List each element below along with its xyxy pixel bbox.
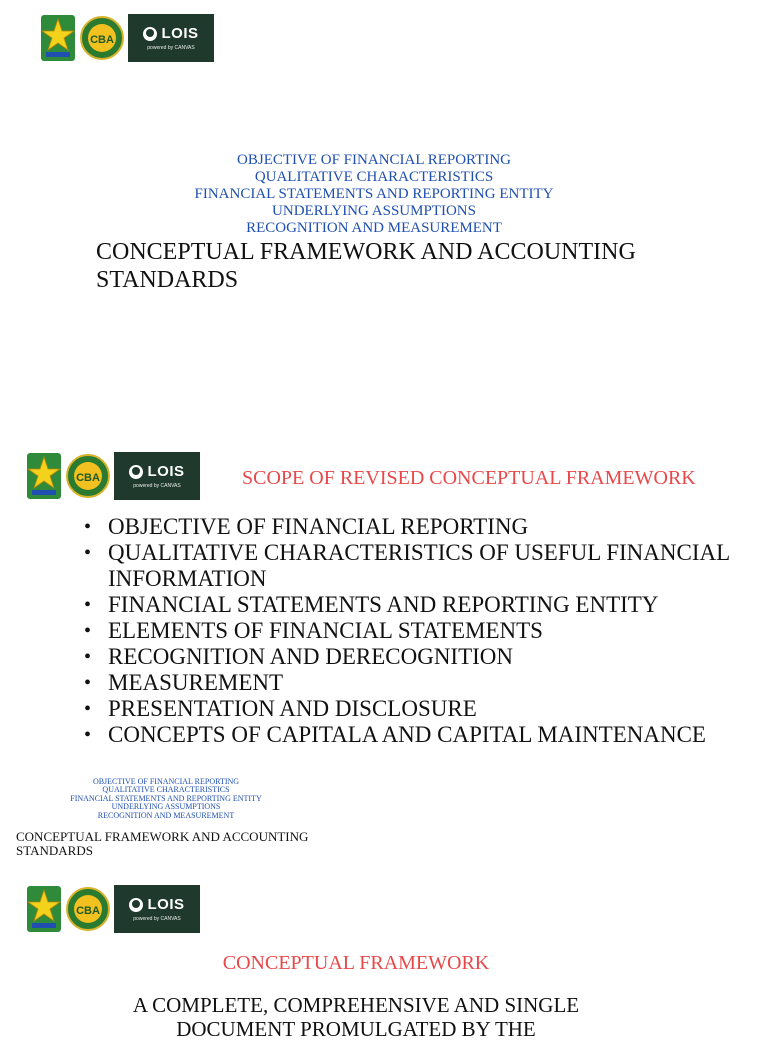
lois-tagline: powered by CANVAS xyxy=(133,916,181,922)
title-line: STANDARDS xyxy=(16,843,93,858)
list-item: • ELEMENTS OF FINANCIAL STATEMENTS xyxy=(84,618,734,644)
lois-logo xyxy=(128,14,214,62)
person-avatar-icon xyxy=(143,27,157,41)
svg-text:CBA: CBA xyxy=(76,472,100,484)
topic-item: QUALITATIVE CHARACTERISTICS xyxy=(254,168,494,185)
title-line: CONCEPTUAL FRAMEWORK AND ACCOUNTING xyxy=(16,829,309,844)
lois-wordmark: LOIS xyxy=(147,463,185,480)
lois-tagline: powered by CANVAS xyxy=(147,45,195,51)
body-text xyxy=(0,993,712,1041)
section-title: SCOPE OF REVISED CONCEPTUAL FRAMEWORK xyxy=(242,467,696,489)
body-line: A COMPLETE, COMPREHENSIVE AND SINGLE xyxy=(132,993,580,1017)
person-avatar-icon xyxy=(129,898,143,912)
bullet-list xyxy=(84,514,734,748)
svg-text:CBA: CBA xyxy=(76,905,100,917)
thumbnail-title xyxy=(16,830,308,858)
person-avatar-icon xyxy=(129,465,143,479)
topic-item: FINANCIAL STATEMENTS AND REPORTING ENTITY xyxy=(194,185,554,202)
topic-item: UNDERLYING ASSUMPTIONS xyxy=(272,202,476,219)
star-seal-logo xyxy=(26,452,62,500)
lois-wordmark: LOIS xyxy=(161,25,199,42)
cba-seal-logo xyxy=(66,887,110,931)
cba-seal-logo xyxy=(66,454,110,498)
star-seal-logo xyxy=(26,885,62,933)
topic-item: RECOGNITION AND MEASUREMENT xyxy=(97,810,235,820)
topic-item: FINANCIAL STATEMENTS AND REPORTING ENTITY xyxy=(70,793,262,803)
list-item: • OBJECTIVE OF FINANCIAL REPORTING xyxy=(84,514,734,540)
cba-seal-logo xyxy=(80,16,124,60)
lois-tagline: powered by CANVAS xyxy=(133,483,181,489)
page-title xyxy=(96,238,636,294)
title-line: STANDARDS xyxy=(96,267,239,293)
logo-bar-2 xyxy=(26,452,200,500)
body-line: DOCUMENT PROMULGATED BY THE xyxy=(176,1017,536,1041)
lois-logo xyxy=(114,452,200,500)
list-item: • RECOGNITION AND DERECOGNITION xyxy=(84,644,734,670)
star-seal-logo xyxy=(40,14,76,62)
title-line: CONCEPTUAL FRAMEWORK AND ACCOUNTING xyxy=(96,239,636,265)
topic-item: UNDERLYING ASSUMPTIONS xyxy=(111,802,221,812)
list-item: • QUALITATIVE CHARACTERISTICS OF USEFUL FINANCIAL INFORMATION xyxy=(84,540,734,592)
topic-item: QUALITATIVE CHARACTERISTICS xyxy=(102,785,230,795)
lois-wordmark: LOIS xyxy=(147,896,185,913)
section-title: CONCEPTUAL FRAMEWORK xyxy=(222,952,490,974)
svg-text:CBA: CBA xyxy=(90,34,114,46)
list-item: • CONCEPTS OF CAPITALA AND CAPITAL MAINTENANCE xyxy=(84,722,734,748)
list-item: • PRESENTATION AND DISCLOSURE xyxy=(84,696,734,722)
topic-item: OBJECTIVE OF FINANCIAL REPORTING xyxy=(92,777,240,786)
topic-list xyxy=(0,152,748,237)
topic-item: OBJECTIVE OF FINANCIAL REPORTING xyxy=(237,152,511,168)
thumbnail-topic-list xyxy=(60,778,272,820)
topic-item: RECOGNITION AND MEASUREMENT xyxy=(246,219,502,236)
list-item: • MEASUREMENT xyxy=(84,670,734,696)
lois-logo xyxy=(114,885,200,933)
list-item: • FINANCIAL STATEMENTS AND REPORTING ENTITY xyxy=(84,592,734,618)
logo-bar-3 xyxy=(26,885,200,933)
logo-bar-1 xyxy=(40,14,214,62)
